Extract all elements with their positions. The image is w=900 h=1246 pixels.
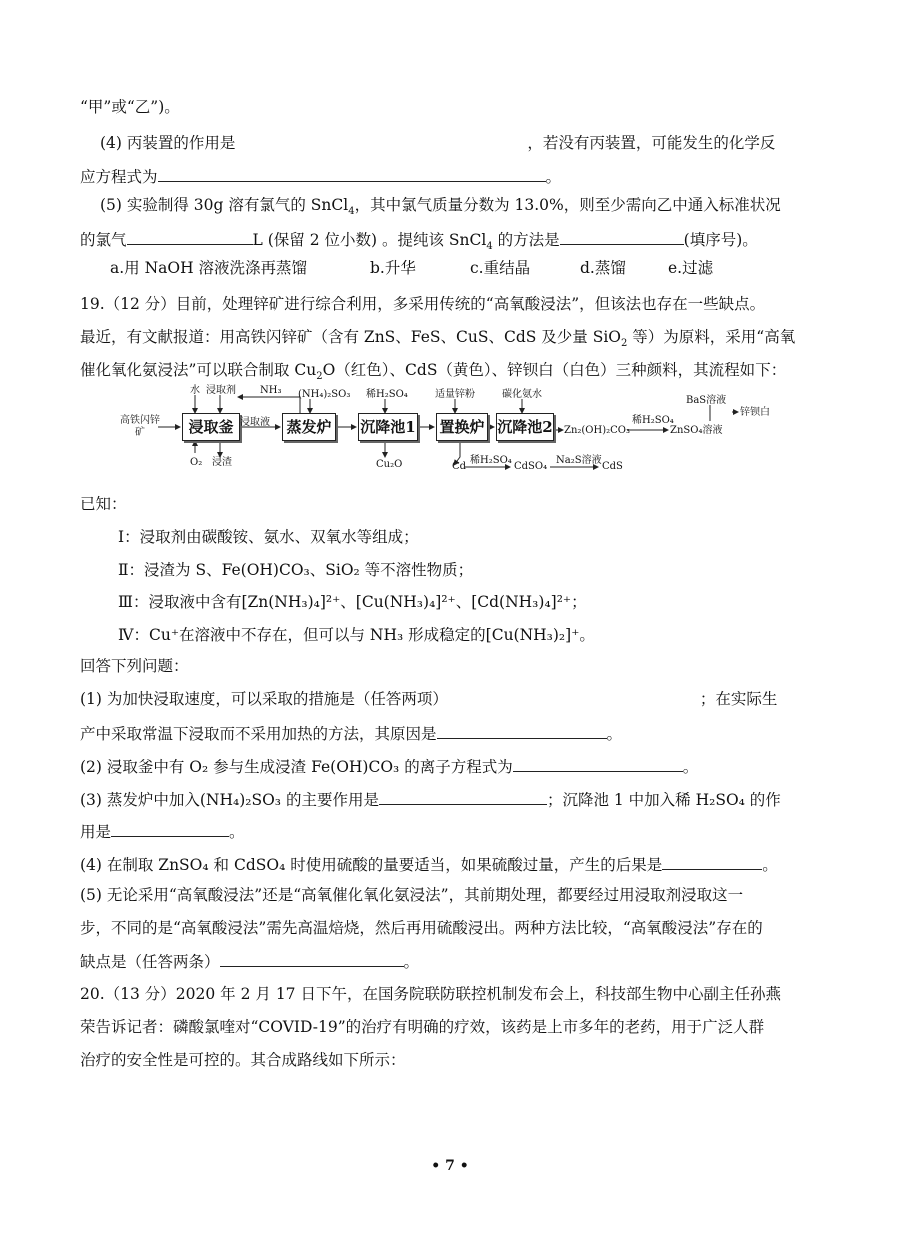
answer-blank[interactable] [127, 228, 253, 245]
q19-1-line2: 产中采取常温下浸取而不采用加热的方法，其原因是 。 [80, 722, 622, 744]
label-dilute-h2so4-1: 稀H₂SO₄ [366, 389, 408, 400]
answer-blank[interactable] [111, 820, 229, 837]
box-settling-tank-1: 沉降池1 [358, 413, 418, 441]
label-lithopone: 锌钡白 [740, 407, 770, 418]
label-water: 水 [190, 385, 200, 396]
known-item-1: Ⅰ：浸取剂由碳酸铵、氨水、双氧水等组成； [118, 528, 419, 546]
label-residue: 浸渣 [212, 457, 232, 468]
q20-line1: 20.（13 分）2020 年 2 月 17 日下午，在国务院联防联控机制发布会上，科技部生物中心副主任孙燕 [80, 985, 781, 1003]
q20-line2: 荣告诉记者：磷酸氯喹对“COVID-19”的治疗有明确的疗效，该药是上市多年的老药，用于广泛人群 [80, 1018, 765, 1036]
label-zinc-powder: 适量锌粉 [435, 389, 475, 400]
q19-3-line2: 用是 。 [80, 820, 245, 842]
q19-intro-2: 最近，有文献报道：用高铁闪锌矿（含有 ZnS、FeS、CuS、CdS 及少量 SiO$_2$ 等）为原料，采用“高氧 [80, 328, 796, 350]
q19-intro-1: 19.（12 分）目前，处理锌矿进行综合利用，多采用传统的“高氧酸浸法”，但该法也存在一些缺点。 [80, 295, 766, 313]
q19-3-line1: (3) 蒸发炉中加入(NH₄)₂SO₃ 的主要作用是 ；沉降池 1 中加入稀 H₂SO₄ 的作 [80, 788, 781, 810]
q20-line3: 治疗的安全性是可控的。其合成路线如下所示： [80, 1051, 406, 1069]
label-cds: CdS [602, 461, 623, 472]
label-leachate: 浸取液 [240, 417, 270, 428]
label-nh3: NH₃ [260, 385, 282, 396]
answer-blank[interactable] [560, 228, 684, 245]
q18-4-line1: (4) 丙装置的作用是 ，若没有丙装置，可能发生的化学反 [100, 134, 776, 152]
box-displacement-furnace: 置换炉 [436, 413, 488, 441]
answer-blank[interactable] [158, 165, 546, 182]
answer-blank[interactable] [379, 788, 547, 805]
label-feed-ore: 高铁闪锌矿 [120, 415, 160, 438]
option-e: e.过滤 [668, 259, 714, 277]
label-na2s-solution: Na₂S溶液 [556, 455, 602, 466]
line-prev-answer: “甲”或“乙”)。 [80, 98, 180, 116]
label-cdso4: CdSO₄ [514, 461, 548, 472]
option-a: a.用 NaOH 溶液洗涤再蒸馏 [110, 259, 308, 277]
known-item-3: Ⅲ：浸取液中含有[Zn(NH₃)₄]²⁺、[Cu(NH₃)₄]²⁺、[Cd(NH₃)₄]²⁺； [118, 593, 587, 611]
label-leach-agent: 浸取剂 [206, 385, 236, 396]
known-item-2: Ⅱ：浸渣为 S、Fe(OH)CO₃、SiO₂ 等不溶性物质； [118, 561, 474, 579]
answer-blank[interactable] [662, 853, 762, 870]
option-c: c.重结晶 [470, 259, 531, 277]
label-dilute-h2so4-3: 稀H₂SO₄ [632, 415, 674, 426]
box-settling-tank-2: 沉降池2 [496, 413, 554, 441]
label-cu2o: Cu₂O [376, 459, 403, 470]
label-ammonium-sulfite: (NH₄)₂SO₃ [298, 389, 351, 400]
box-evaporator: 蒸发炉 [282, 413, 336, 441]
answer-blank[interactable] [513, 755, 683, 772]
known-item-4: Ⅳ：Cu⁺在溶液中不存在，但可以与 NH₃ 形成稳定的[Cu(NH₃)₂]⁺。 [118, 626, 595, 644]
options-row [110, 258, 713, 278]
process-flow-diagram [120, 385, 800, 485]
label-bas-solution: BaS溶液 [686, 395, 727, 406]
option-b: b.升华 [370, 259, 416, 277]
q18-5-line1: (5) 实验制得 30g 溶有氯气的 SnCl$_4$，其中氯气质量分数为 13.0%，则至少需向乙中通入标准状况 [100, 196, 781, 218]
q18-4-line2: 应方程式为 。 [80, 165, 561, 187]
answer-prompt: 回答下列问题： [80, 657, 189, 675]
q18-5-line2: 的氯气 L (保留 2 位小数) 。提纯该 SnCl$_4$ 的方法是 (填序号)。 [80, 228, 758, 250]
q19-intro-3: 催化氧化氨浸法”可以联合制取 $Cu_2O$（红色）、CdS（黄色）、锌钡白（白色）三种颜料，其流程如下： [80, 361, 787, 383]
q19-1-line1: (1) 为加快浸取速度，可以采取的措施是（任答两项） ；在实际生 [80, 690, 778, 708]
q19-5-line2: 步，不同的是“高氧酸浸法”需先高温焙烧，然后再用硫酸浸出。两种方法比较，“高氧酸浸法”存在的 [80, 919, 763, 937]
option-d: d.蒸馏 [580, 259, 626, 277]
page-number: • 7 • [431, 1158, 469, 1174]
label-dilute-h2so4-2: 稀H₂SO₄ [470, 455, 512, 466]
q19-4: (4) 在制取 ZnSO₄ 和 CdSO₄ 时使用硫酸的量要适当，如果硫酸过量，产生的后果是 。 [80, 853, 778, 875]
box-leach-kettle: 浸取釜 [182, 413, 240, 441]
label-znso4-solution: ZnSO₄溶液 [670, 425, 723, 436]
answer-blank[interactable] [220, 950, 404, 967]
q19-5-line1: (5) 无论采用“高氧酸浸法”还是“高氧催化氧化氨浸法”，其前期处理，都要经过用浸取剂浸取这一 [80, 886, 744, 904]
q19-5-line3: 缺点是（任答两条） 。 [80, 950, 419, 972]
label-basic-zinc-carbonate: Zn₂(OH)₂CO₃ [564, 425, 630, 436]
label-carbonated-ammonia: 碳化氨水 [502, 389, 542, 400]
label-cd: Cd [452, 461, 467, 472]
label-o2: O₂ [190, 457, 203, 468]
q19-2: (2) 浸取釜中有 O₂ 参与生成浸渣 Fe(OH)CO₃ 的离子方程式为 。 [80, 755, 698, 777]
answer-blank[interactable] [437, 722, 607, 739]
known-title: 已知： [80, 495, 127, 513]
